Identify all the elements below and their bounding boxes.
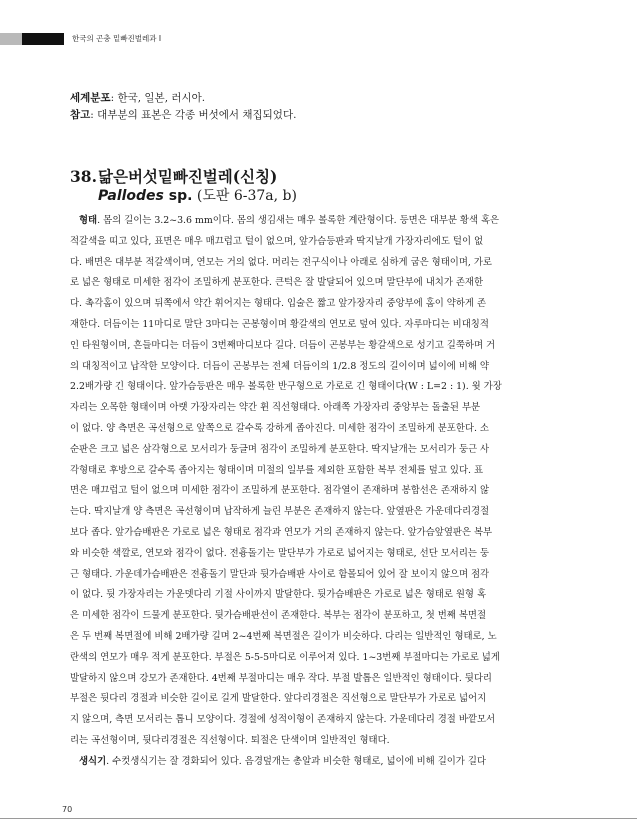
running-header: 한국의 곤충 밑빠진벌레과 I (72, 34, 162, 43)
description-line-text: 근 형태다. 가운데가슴배판은 전흉돌기 말단과 뒷가슴배판 사이로 함몰되어 있어 잘 보이지 않으며 점각 (70, 568, 490, 580)
description-line-text: 각형태로 후방으로 갈수록 좁아지는 형태이며 미절의 일부를 제외한 포함한 복부 전체를 덮고 있다. 표 (70, 464, 484, 476)
species-korean-name: 닮은버섯밑빠진벌레(신칭) (98, 167, 278, 186)
description-line (70, 440, 567, 461)
description-line-text: 이 없다. 양 측면은 곡선형으로 앞쪽으로 갈수록 강하게 좁아진다. 미세한 점각이 조밀하게 분포한다. 소 (70, 422, 489, 434)
reference-value: : 대부분의 표본은 각종 버섯에서 채집되었다. (90, 109, 297, 121)
description-line-text: 2.2배가량 긴 형태이다. 앞가슴등판은 매우 볼록한 반구형으로 가로로 긴 형태이다(W : L=2 : 1). 윗 가장 (70, 381, 502, 393)
header-bar-gray (0, 33, 22, 45)
description-line-text: 이 없다. 뒷 가장자리는 가운뎃다리 기절 사이까지 발달한다. 뒷가슴배판은 가로로 넓은 형태로 원형 혹 (70, 589, 487, 601)
description-line-text: 리는 곡선형이며, 뒷다리경절은 직선형이다. 퇴절은 단색이며 일반적인 형태다. (70, 734, 390, 746)
footer-rule (0, 818, 637, 819)
description-line (70, 627, 567, 648)
description-line (70, 253, 567, 274)
description-line-text: 는다. 딱지날개 양 측면은 곡선형이며 납작하게 늘린 부분은 존재하지 않는다. 앞옆판은 가운데다리경절 (70, 506, 490, 518)
description-line-text: 적갈색을 띠고 있다, 표면은 매우 매끄럽고 털이 없으며, 앞가슴등판과 딱지날개 가장자리에도 털이 없 (70, 235, 484, 247)
description-line-text: 와 비슷한 색깔로, 연모와 점각이 없다. 전흉돌기는 말단부가 가로로 넓어지는 형태로, 선단 모서리는 둥 (70, 547, 489, 559)
description-line (70, 502, 567, 523)
description-line-text: 발달하지 않으며 강모가 존재한다. 4번째 부절마디는 매우 작다. 부절 발톱은 일반적인 형태이다. 뒷다리 (70, 672, 492, 684)
species-genus: Pallodes (98, 188, 164, 204)
description-line (70, 232, 567, 253)
description-line (70, 544, 567, 565)
description-line-text: 다. 촉각홈이 있으며 뒤쪽에서 약간 휘어지는 형태다. 입술은 짧고 앞가장자리 중앙부에 홈이 약하게 존 (70, 298, 487, 310)
description-line (70, 523, 567, 544)
description-line-text: 은 두 번째 복면절에 비해 2배가량 길며 2~4번째 복면절은 길이가 비슷하다. 다리는 일반적인 형태로, 노 (70, 630, 497, 642)
world-distribution-value: : 한국, 일본, 러시아. (110, 92, 206, 104)
description-line-text: 보다 좁다. 앞가슴배판은 가로로 넓은 형태로 점각과 연모가 거의 존재하지 않는다. 앞가슴앞옆판은 복부 (70, 526, 493, 538)
description-line-text: 의 대칭적이고 납작한 모양이다. 더듬이 곤봉부는 전체 더듬이의 1/2.8 정도의 길이이며 넓이에 비해 약 (70, 360, 489, 372)
description-line-text: 순판은 크고 넓은 삼각형으로 모서리가 둥글며 점각이 조밀하게 분포한다. 딱지날개는 모서리가 둥근 사 (70, 443, 490, 455)
species-scientific-line (98, 185, 297, 205)
description-line (70, 648, 567, 669)
description-line (70, 315, 567, 336)
reference-note (70, 107, 570, 124)
description-line-text: 란색의 연모가 매우 적게 분포한다. 부절은 5-5-5마디로 이루어져 있다. 1~3번째 부절마디는 가로로 넓게 (70, 651, 500, 663)
description-line-text: . 몸의 길이는 3.2~3.6 mm이다. 몸의 생김새는 매우 볼록한 계란형이다. 등면은 대부분 황색 혹은 (97, 215, 500, 226)
description-line-text: 지 않으며, 측면 모서리는 톱니 모양이다. 경절에 성적이형이 존재하지 않는다. 가운데다리 경절 바깥모서 (70, 714, 496, 726)
description-line (70, 294, 567, 315)
species-epithet: sp. (163, 188, 193, 204)
species-title (70, 165, 277, 187)
description-line-text: 자리는 오목한 형태이며 아랫 가장자리는 약간 휜 직선형태다. 아래쪽 가장자리 중앙부는 돌출된 부분 (70, 402, 481, 414)
page-number: 70 (62, 805, 73, 814)
header-bar-black (22, 33, 64, 45)
genitalia-line-text: . 수컷생식기는 잘 경화되어 있다. 음경덮개는 총알과 비슷한 형태로, 넓이에 비해 길이가 길다 (106, 755, 486, 767)
description-line (70, 731, 567, 752)
description-line-text: 로 넓은 형태로 미세한 점각이 조밀하게 분포한다. 큰턱은 잘 발달되어 있으며 말단부에 내치가 존재한 (70, 277, 484, 289)
description-line-text: 다. 배면은 대부분 적갈색이며, 연모는 거의 없다. 머리는 전구식이나 아래로 심하게 굽은 형태이며, 가로 (70, 256, 492, 268)
genitalia-line (70, 752, 567, 773)
description-line-text: 인 타원형이며, 흔들마디는 더듬이 3번째마디보다 길다. 더듬이 곤봉부는 황갈색으로 성기고 길쭉하며 거 (70, 339, 496, 351)
description-line (70, 357, 567, 378)
reference-label: 참고 (70, 109, 91, 121)
distribution-block (70, 90, 570, 124)
description-line (70, 377, 567, 398)
plate-reference: (도판 6-37a, b) (192, 188, 297, 204)
description-line (70, 398, 567, 419)
world-distribution-label: 세계분포 (70, 92, 111, 104)
description-line (70, 481, 567, 502)
description-body (70, 211, 567, 773)
description-line (70, 419, 567, 440)
description-line (70, 565, 567, 586)
description-line (70, 669, 567, 690)
description-line-text: 부절은 뒷다리 경절과 비슷한 길이로 길게 발달한다. 앞다리경절은 직선형으로 말단부가 가로로 넓어지 (70, 693, 487, 705)
description-line (70, 273, 567, 294)
description-line (70, 336, 567, 357)
description-line-text: 은 미세한 점각이 드물게 분포한다. 뒷가슴배판선이 존재한다. 복부는 점각이 분포하고, 첫 번째 복면절 (70, 610, 487, 622)
genitalia-label: 생식기 (79, 755, 107, 767)
world-distribution (70, 90, 570, 107)
description-line (70, 461, 567, 482)
description-line-text: 면은 매끄럽고 털이 없으며 미세한 점각이 조밀하게 분포한다. 점각열이 존재하며 봉합선은 존재하지 않 (70, 485, 490, 497)
description-line (70, 606, 567, 627)
description-line (70, 585, 567, 606)
description-line (70, 710, 567, 731)
species-number: 38. (70, 167, 97, 186)
description-line-text: 재한다. 더듬이는 11마디로 말단 3마디는 곤봉형이며 황갈색의 연모로 덮여 있다. 자루마디는 비대칭적 (70, 318, 489, 330)
description-line (70, 689, 567, 710)
description-line (70, 211, 567, 232)
morphology-label: 형태 (79, 215, 98, 226)
